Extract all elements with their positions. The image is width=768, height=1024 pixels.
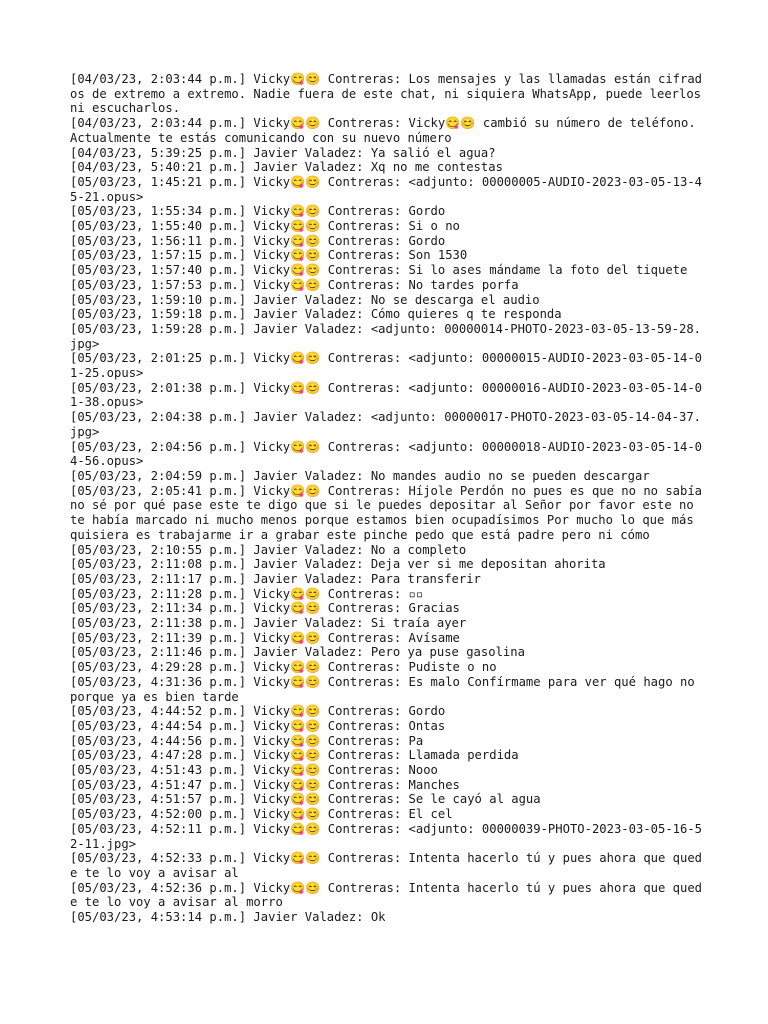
chat-message-line: [05/03/23, 2:10:55 p.m.] Javier Valadez: No a completo [70, 542, 467, 557]
chat-message-line: [05/03/23, 4:29:28 p.m.] Vicky😋😊 Contreras: Pudiste o no [70, 660, 497, 675]
chat-message-line: [05/03/23, 2:04:56 p.m.] Vicky😋😊 Contreras: <adjunto: 00000018-AUDIO-2023-03-05-14-04-56.opus> [70, 439, 703, 469]
chat-message-line: [04/03/23, 2:03:44 p.m.] Vicky😋😊 Contreras: Los mensajes y las llamadas están cifrados de extremo a extremo. Nadie fuera de este chat, ni siquiera WhatsApp, puede leerlos ni escucharlos. [70, 72, 709, 116]
chat-message-line: [05/03/23, 4:51:57 p.m.] Vicky😋😊 Contreras: Se le cayó al agua [70, 792, 541, 807]
chat-message-line: [05/03/23, 4:53:14 p.m.] Javier Valadez: Ok [70, 910, 386, 925]
chat-message-line: [05/03/23, 2:05:41 p.m.] Vicky😋😊 Contreras: Híjole Perdón no pues es que no no sabía no sé por qué pase este te digo que si le puedes depositar al Señor por favor este no te había marcado ni mucho menos porque estamos bien ocupadísimos Por mucho lo que más quisiera es trabajarme ir a grabar este pinche pedo que está padre pero ni cómo [70, 483, 710, 542]
chat-message-line: [05/03/23, 4:52:36 p.m.] Vicky😋😊 Contreras: Intenta hacerlo tú y pues ahora que quede te lo voy a avisar al morro [70, 880, 703, 910]
chat-message-line: [05/03/23, 2:01:38 p.m.] Vicky😋😊 Contreras: <adjunto: 00000016-AUDIO-2023-03-05-14-01-38.opus> [70, 380, 703, 410]
chat-message-line: [05/03/23, 2:04:59 p.m.] Javier Valadez: No mandes audio no se pueden descargar [70, 468, 650, 483]
chat-message-line: [05/03/23, 2:11:17 p.m.] Javier Valadez: Para transferir [70, 571, 481, 586]
chat-message-line: [05/03/23, 4:47:28 p.m.] Vicky😋😊 Contreras: Llamada perdida [70, 748, 519, 763]
chat-message-line: [05/03/23, 1:55:34 p.m.] Vicky😋😊 Contreras: Gordo [70, 204, 446, 219]
chat-message-line: [05/03/23, 2:11:38 p.m.] Javier Valadez: Si traía ayer [70, 616, 467, 631]
chat-message-line: [05/03/23, 1:59:10 p.m.] Javier Valadez: No se descarga el audio [70, 292, 540, 307]
chat-message-line: [05/03/23, 1:55:40 p.m.] Vicky😋😊 Contreras: Si o no [70, 219, 460, 234]
chat-message-line: [05/03/23, 4:52:00 p.m.] Vicky😋😊 Contreras: El cel [70, 807, 453, 822]
chat-message-line: [04/03/23, 2:03:44 p.m.] Vicky😋😊 Contreras: Vicky😋😊 cambió su número de teléfono. Actualmente te estás comunicando con su nuevo número [70, 116, 704, 145]
chat-message-line: [05/03/23, 1:45:21 p.m.] Vicky😋😊 Contreras: <adjunto: 00000005-AUDIO-2023-03-05-13-45-21.opus> [70, 174, 703, 204]
chat-message-line: [05/03/23, 2:11:39 p.m.] Vicky😋😊 Contreras: Avísame [70, 630, 460, 645]
chat-message-line: [05/03/23, 1:57:40 p.m.] Vicky😋😊 Contreras: Si lo ases mándame la foto del tiquete [70, 263, 688, 278]
chat-message-line: [05/03/23, 4:51:43 p.m.] Vicky😋😊 Contreras: Nooo [70, 763, 438, 778]
chat-message-line: [05/03/23, 2:11:08 p.m.] Javier Valadez: Deja ver si me depositan ahorita [70, 557, 606, 572]
chat-message-line: [05/03/23, 4:52:11 p.m.] Vicky😋😊 Contreras: <adjunto: 00000039-PHOTO-2023-03-05-16-52-11.jpg> [70, 821, 703, 851]
chat-message-line: [05/03/23, 4:31:36 p.m.] Vicky😋😊 Contreras: Es malo Confírmame para ver qué hago no porque ya es bien tarde [70, 674, 703, 704]
chat-message-line: [05/03/23, 1:57:15 p.m.] Vicky😋😊 Contreras: Son 1530 [70, 248, 468, 263]
chat-message-line: [05/03/23, 1:59:18 p.m.] Javier Valadez: Cómo quieres q te responda [70, 307, 562, 322]
chat-message-line: [05/03/23, 4:52:33 p.m.] Vicky😋😊 Contreras: Intenta hacerlo tú y pues ahora que quede te lo voy a avisar al [70, 851, 703, 880]
chat-message-line: [04/03/23, 5:40:21 p.m.] Javier Valadez: Xq no me contestas [70, 160, 503, 175]
chat-message-line: [05/03/23, 1:57:53 p.m.] Vicky😋😊 Contreras: No tardes porfa [70, 277, 519, 292]
chat-message-line: [05/03/23, 1:59:28 p.m.] Javier Valadez: <adjunto: 00000014-PHOTO-2023-03-05-13-59-28.jpg> [70, 321, 702, 351]
chat-log [70, 72, 708, 925]
chat-message-line: [05/03/23, 2:11:46 p.m.] Javier Valadez: Pero ya puse gasolina [70, 645, 525, 660]
chat-message-line: [05/03/23, 4:51:47 p.m.] Vicky😋😊 Contreras: Manches [70, 777, 460, 792]
chat-message-line: [05/03/23, 2:04:38 p.m.] Javier Valadez: <adjunto: 00000017-PHOTO-2023-03-05-14-04-37.jpg> [70, 410, 702, 439]
chat-message-line: [05/03/23, 2:11:34 p.m.] Vicky😋😊 Contreras: Gracias [70, 601, 460, 616]
chat-message-line: [05/03/23, 4:44:54 p.m.] Vicky😋😊 Contreras: Ontas [70, 718, 446, 733]
chat-message-line: [04/03/23, 5:39:25 p.m.] Javier Valadez: Ya salió el agua? [70, 145, 496, 160]
chat-message-line: [05/03/23, 2:01:25 p.m.] Vicky😋😊 Contreras: <adjunto: 00000015-AUDIO-2023-03-05-14-01-25.opus> [70, 351, 703, 381]
chat-message-line: [05/03/23, 2:11:28 p.m.] Vicky😋😊 Contreras: ▫▫ [70, 586, 424, 601]
chat-message-line: [05/03/23, 4:44:56 p.m.] Vicky😋😊 Contreras: Pa [70, 733, 424, 748]
chat-message-line: [05/03/23, 1:56:11 p.m.] Vicky😋😊 Contreras: Gordo [70, 233, 446, 248]
chat-message-line: [05/03/23, 4:44:52 p.m.] Vicky😋😊 Contreras: Gordo [70, 704, 446, 719]
